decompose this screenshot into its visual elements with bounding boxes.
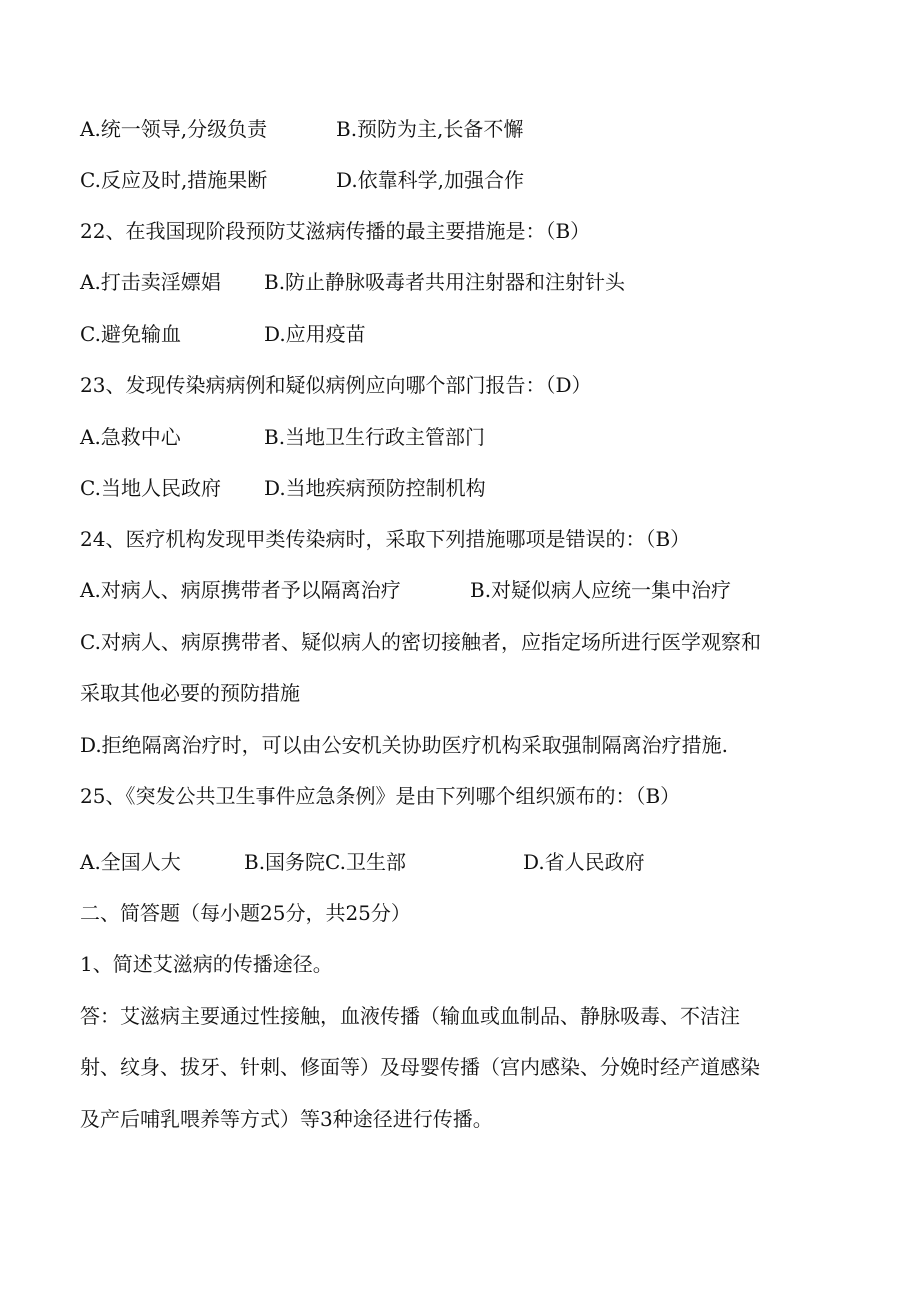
short-answer-question-1: 1、简述艾滋病的传播途径。 <box>80 952 333 976</box>
q24-option-c-line-1: C.对病人、病原携带者、疑似病人的密切接触者，应指定场所进行医学观察和 <box>80 630 761 654</box>
q24-option-b: B.对疑似病人应统一集中治疗 <box>470 578 732 602</box>
q25-option-a: A.全国人大 <box>80 850 181 874</box>
q22-option-d: D.应用疫苗 <box>264 322 366 346</box>
q21-option-a: A.统一领导,分级负责 <box>80 117 268 141</box>
q23-option-a: A.急救中心 <box>80 425 181 449</box>
q23-option-d: D.当地疾病预防控制机构 <box>264 476 486 500</box>
q25-question: 25、《突发公共卫生事件应急条例》是由下列哪个组织颁布的：（B） <box>80 784 681 808</box>
q21-option-b: B.预防为主,长备不懈 <box>336 117 524 141</box>
q24-question: 24、医疗机构发现甲类传染病时，采取下列措施哪项是错误的：（B） <box>80 527 691 551</box>
q21-option-c: C.反应及时,措施果断 <box>80 168 268 192</box>
q24-option-d: D.拒绝隔离治疗时，可以由公安机关协助医疗机构采取强制隔离治疗措施. <box>80 733 729 757</box>
q23-option-b: B.当地卫生行政主管部门 <box>264 425 486 449</box>
q24-option-c-line-2: 采取其他必要的预防措施 <box>80 681 300 705</box>
q25-option-b-c: B.国务院C.卫生部 <box>244 850 407 874</box>
answer-line-3: 及产后哺乳喂养等方式）等3种途径进行传播。 <box>80 1107 493 1131</box>
q23-question: 23、发现传染病病例和疑似病例应向哪个部门报告：（D） <box>80 373 592 397</box>
answer-line-2: 射、纹身、拔牙、针刺、修面等）及母婴传播（宫内感染、分娩时经产道感染 <box>80 1055 760 1079</box>
q22-option-c: C.避免输血 <box>80 322 181 346</box>
q24-option-a: A.对病人、病原携带者予以隔离治疗 <box>80 578 401 602</box>
answer-line-1: 答：艾滋病主要通过性接触，血液传播（输血或血制品、静脉吸毒、不洁注 <box>80 1004 740 1028</box>
q25-option-d: D.省人民政府 <box>523 850 645 874</box>
q23-option-c: C.当地人民政府 <box>80 476 221 500</box>
q22-option-b: B.防止静脉吸毒者共用注射器和注射针头 <box>264 270 626 294</box>
q21-option-d: D.依靠科学,加强合作 <box>336 168 525 192</box>
q22-question: 22、在我国现阶段预防艾滋病传播的最主要措施是：（B） <box>80 219 591 243</box>
section-2-heading: 二、简答题（每小题25分，共25分） <box>80 901 411 925</box>
q22-option-a: A.打击卖淫嫖娼 <box>80 270 221 294</box>
